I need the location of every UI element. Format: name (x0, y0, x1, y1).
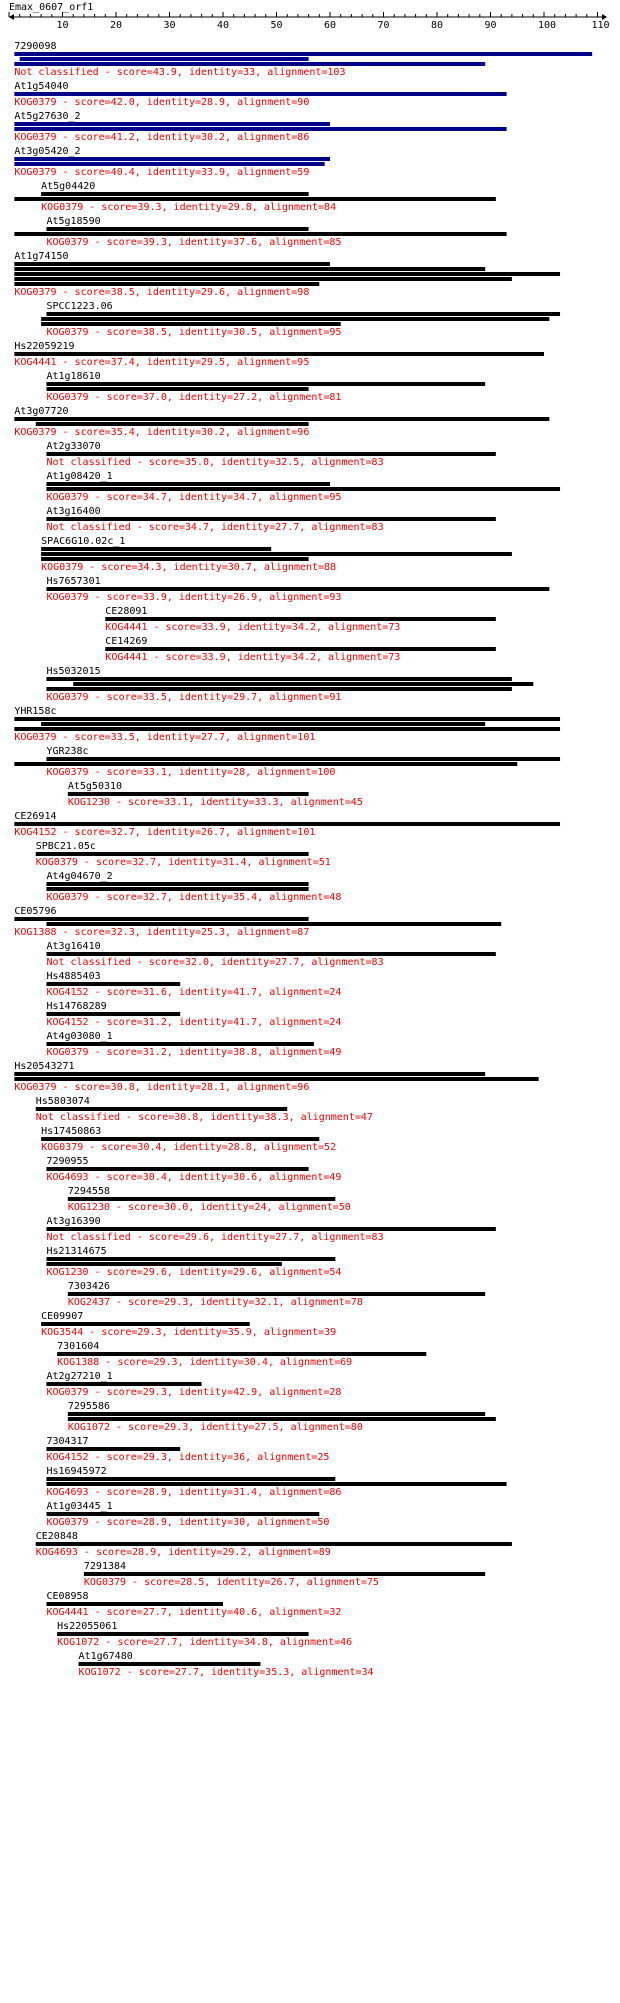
alignment-bar (68, 1412, 485, 1416)
hit-annotation[interactable]: KOG1230 - score=29.6, identity=29.6, alignment=54 (46, 1267, 342, 1278)
hit-annotation[interactable]: KOG0379 - score=31.2, identity=38.8, alignment=49 (46, 1047, 342, 1058)
alignment-bar (14, 417, 549, 421)
hit-entry (36, 841, 331, 868)
alignment-bar (41, 1322, 250, 1326)
alignment-bar (46, 922, 501, 926)
hit-name[interactable]: CE28091 (105, 606, 148, 617)
hit-annotation[interactable]: KOG4152 - score=32.7, identity=26.7, alignment=101 (14, 827, 316, 838)
axis-tick-label: 110 (591, 20, 610, 31)
hit-name[interactable]: CE09907 (41, 1311, 84, 1322)
hit-name[interactable]: Hs22055061 (57, 1621, 118, 1632)
hit-name[interactable]: At5g04420 (41, 181, 96, 192)
alignment-bar (46, 1227, 495, 1231)
hit-annotation[interactable]: KOG4152 - score=31.2, identity=41.7, alignment=24 (46, 1017, 342, 1028)
hit-annotation[interactable]: Not classified - score=29.6, identity=27.7, alignment=83 (46, 1232, 384, 1243)
alignment-bar (68, 1417, 496, 1421)
hit-name[interactable]: At5g27630_2 (14, 111, 81, 122)
hit-annotation[interactable]: KOG0379 - score=39.3, identity=37.6, alignment=85 (46, 237, 342, 248)
alignment-bar (73, 682, 533, 686)
hit-name[interactable]: 7303426 (67, 1281, 111, 1292)
alignment-bar (14, 62, 485, 66)
alignment-bar (46, 1257, 335, 1261)
hit-annotation[interactable]: KOG0379 - score=32.7, identity=35.4, alignment=48 (46, 892, 342, 903)
hit-entry (41, 1311, 336, 1338)
hit-name[interactable]: At3g16390 (46, 1216, 101, 1227)
alignment-bar (36, 852, 309, 856)
hit-entry (46, 1156, 341, 1183)
hit-entry (14, 251, 560, 298)
alignment-bar (46, 952, 495, 956)
hit-name[interactable]: At1g74150 (14, 251, 69, 262)
hit-annotation[interactable]: KOG1072 - score=27.7, identity=35.3, alignment=34 (78, 1667, 374, 1678)
alignment-bar (41, 317, 549, 321)
alignment-bar (41, 547, 271, 551)
hit-name[interactable]: At3g05420_2 (14, 146, 81, 157)
alignment-bar (84, 1572, 485, 1576)
hit-annotation[interactable]: KOG1388 - score=32.3, identity=25.3, alignment=87 (14, 927, 310, 938)
position-axis (9, 12, 610, 31)
hit-annotation[interactable]: KOG0379 - score=28.5, identity=26.7, alignment=75 (83, 1577, 379, 1588)
hit-name[interactable]: Hs21314675 (46, 1246, 107, 1257)
alignment-bar (46, 757, 560, 761)
hit-entry (14, 706, 560, 743)
hit-entry (41, 536, 512, 573)
alignment-bar (14, 762, 517, 766)
axis-tick-label: 40 (217, 20, 230, 31)
hit-annotation[interactable]: KOG0379 - score=33.9, identity=26.9, alignment=93 (46, 592, 342, 603)
hit-name[interactable]: SPCC1223.06 (46, 301, 113, 312)
alignment-bar (46, 882, 308, 886)
alignment-bar (14, 157, 330, 161)
hit-entry (57, 1621, 352, 1648)
hit-entry (105, 606, 496, 633)
hit-entry (14, 341, 544, 368)
hit-entry (46, 1216, 495, 1243)
hit-name[interactable]: At3g16400 (46, 506, 101, 517)
hit-name[interactable]: At1g18610 (46, 371, 101, 382)
hit-entry (14, 146, 330, 178)
alignment-bar (14, 267, 485, 271)
hit-annotation[interactable]: KOG0379 - score=30.4, identity=28.8, alignment=52 (41, 1142, 337, 1153)
hit-name[interactable]: YHR158c (14, 706, 57, 717)
hit-annotation[interactable]: KOG0379 - score=33.1, identity=28, alignment=100 (46, 767, 336, 778)
axis-arrow-left (9, 14, 14, 20)
alignment-bar (46, 982, 180, 986)
hit-entry (46, 971, 341, 998)
hit-annotation[interactable]: KOG1230 - score=33.1, identity=33.3, alignment=45 (67, 797, 363, 808)
hit-annotation[interactable]: KOG4693 - score=30.4, identity=30.6, alignment=49 (46, 1172, 342, 1183)
hit-name[interactable]: At2g27210_1 (46, 1371, 113, 1382)
hit-entry (46, 506, 495, 533)
hit-annotation[interactable]: KOG1230 - score=30.0, identity=24, alignment=50 (67, 1202, 351, 1213)
hit-annotation[interactable]: KOG0379 - score=34.3, identity=30.7, alignment=88 (41, 562, 337, 573)
hit-entry (46, 871, 341, 903)
hit-name[interactable]: 7301604 (57, 1341, 100, 1352)
hit-entry (14, 811, 560, 838)
alignment-bar (14, 352, 544, 356)
hit-entry (105, 636, 496, 663)
hit-entry (46, 941, 495, 968)
hit-annotation[interactable]: Not classified - score=35.0, identity=32.5, alignment=83 (46, 457, 384, 468)
query-title: Emax_0607_orf1 (9, 2, 94, 13)
alignment-bar (41, 557, 309, 561)
hit-name[interactable]: CE26914 (14, 811, 57, 822)
hit-name[interactable]: At1g67480 (78, 1651, 133, 1662)
hit-name[interactable]: At4g03080_1 (46, 1031, 113, 1042)
hit-name[interactable]: Hs17450863 (41, 1126, 102, 1137)
hit-annotation[interactable]: KOG0379 - score=35.4, identity=30.2, alignment=96 (14, 427, 310, 438)
alignment-bar (20, 57, 309, 61)
axis-tick-label: 50 (270, 20, 283, 31)
alignment-bar (36, 1542, 512, 1546)
hit-name[interactable]: 7304317 (46, 1436, 89, 1447)
hit-annotation[interactable]: KOG2437 - score=29.3, identity=32.1, alignment=78 (67, 1297, 363, 1308)
alignment-bar (41, 1137, 319, 1141)
alignment-bar (36, 1107, 287, 1111)
hit-entry (68, 781, 363, 808)
axis-tick-label: 80 (431, 20, 444, 31)
alignment-bar (68, 1292, 485, 1296)
alignment-bar (14, 262, 330, 266)
hit-entry (46, 1001, 341, 1028)
alignment-bar (41, 722, 485, 726)
hit-entry (14, 41, 592, 78)
hit-annotation[interactable]: KOG0379 - score=34.7, identity=34.7, alignment=95 (46, 492, 342, 503)
alignment-bar (46, 1512, 319, 1516)
alignment-bar (46, 387, 308, 391)
alignment-bar (14, 122, 330, 126)
alignment-bar (46, 887, 308, 891)
hit-annotation[interactable]: KOG4693 - score=28.9, identity=31.4, alignment=86 (46, 1487, 342, 1498)
alignment-bar (46, 482, 330, 486)
hit-annotation[interactable]: KOG3544 - score=29.3, identity=35.9, alignment=39 (41, 1327, 337, 1338)
hit-annotation[interactable]: KOG0379 - score=33.5, identity=27.7, alignment=101 (14, 732, 316, 743)
hit-name[interactable]: At3g16410 (46, 941, 101, 952)
hit-name[interactable]: At4g04670_2 (46, 871, 113, 882)
hit-name[interactable]: CE08958 (46, 1591, 89, 1602)
hit-entry (36, 1096, 373, 1123)
hit-name[interactable]: At5g50310 (67, 781, 123, 792)
alignment-bar (46, 452, 495, 456)
alignment-bar (46, 1602, 223, 1606)
axis-tick-label: 10 (56, 20, 69, 31)
hit-entry (14, 181, 496, 213)
hit-annotation[interactable]: Not classified - score=30.8, identity=38.3, alignment=47 (35, 1112, 373, 1123)
alignment-bar (46, 1167, 308, 1171)
hit-name[interactable]: SPAC6G10.02c_1 (41, 536, 126, 547)
hit-entry (46, 441, 495, 468)
hit-annotation[interactable]: KOG1388 - score=29.3, identity=30.4, alignment=69 (57, 1357, 353, 1368)
hit-annotation[interactable]: Not classified - score=43.9, identity=33, alignment=103 (14, 67, 346, 78)
hit-entry (46, 1436, 329, 1463)
hit-annotation[interactable]: KOG0379 - score=29.3, identity=42.9, alignment=28 (46, 1387, 342, 1398)
alignment-bar (46, 517, 495, 521)
hit-entry (46, 471, 560, 503)
alignment-bar (68, 792, 309, 796)
alignment-bar (46, 227, 308, 231)
hit-annotation[interactable]: KOG0379 - score=38.5, identity=30.5, alignment=95 (46, 327, 342, 338)
hit-entry (68, 1281, 485, 1308)
alignment-bar (14, 917, 308, 921)
hit-entry (36, 1531, 512, 1558)
hit-annotation[interactable]: Not classified - score=32.0, identity=27.7, alignment=83 (46, 957, 384, 968)
alignment-bar (14, 52, 592, 56)
alignment-bar (46, 1042, 314, 1046)
hit-entry (68, 1401, 496, 1433)
hit-entry (57, 1341, 426, 1368)
axis-tick-label: 90 (484, 20, 497, 31)
alignment-bar (105, 617, 496, 621)
alignment-bar (46, 1447, 180, 1451)
hit-name[interactable]: At1g08420_1 (46, 471, 113, 482)
hit-list (14, 41, 592, 1678)
hit-entry (14, 81, 506, 108)
alignment-bar (14, 232, 506, 236)
hit-name[interactable]: Hs4885403 (46, 971, 101, 982)
alignment-bar (46, 677, 511, 681)
alignment-bar (46, 487, 560, 491)
hit-annotation[interactable]: KOG4441 - score=33.9, identity=34.2, alignment=73 (105, 622, 401, 633)
hit-name[interactable]: 7290098 (14, 41, 57, 52)
axis-tick-label: 30 (163, 20, 176, 31)
hit-annotation[interactable]: KOG4441 - score=33.9, identity=34.2, alignment=73 (105, 652, 401, 663)
alignment-bar (46, 1382, 201, 1386)
hit-annotation[interactable]: KOG0379 - score=30.8, identity=28.1, alignment=96 (14, 1082, 310, 1093)
alignment-bar (46, 1482, 506, 1486)
alignment-bar (46, 1477, 335, 1481)
alignment-bar (105, 647, 496, 651)
hit-name[interactable]: At1g54040 (14, 81, 69, 92)
alignment-bar (46, 687, 511, 691)
hit-entry (46, 1246, 341, 1278)
hit-annotation[interactable]: Not classified - score=34.7, identity=27.7, alignment=83 (46, 522, 384, 533)
alignment-bar (14, 272, 560, 276)
hit-annotation[interactable]: KOG4693 - score=28.9, identity=29.2, alignment=89 (35, 1547, 331, 1558)
alignment-bar (14, 282, 319, 286)
alignment-bar (41, 192, 309, 196)
hit-entry (79, 1651, 374, 1678)
hit-entry (46, 1591, 341, 1618)
alignment-bar (68, 1197, 336, 1201)
hit-annotation[interactable]: KOG1072 - score=29.3, identity=27.5, alignment=80 (67, 1422, 363, 1433)
hit-name[interactable]: At5g18590 (46, 216, 101, 227)
hit-entry (46, 576, 549, 603)
hit-entry (46, 1371, 341, 1398)
axis-tick-label: 20 (110, 20, 123, 31)
alignment-bar (46, 312, 560, 316)
alignment-bar (14, 1072, 485, 1076)
alignment-bar (46, 1012, 180, 1016)
hit-entry (14, 406, 549, 438)
alignment-bar (14, 1077, 538, 1081)
hit-name[interactable]: YGR238c (46, 746, 89, 757)
axis-tick-label: 100 (538, 20, 557, 31)
hit-entry (46, 371, 485, 403)
alignment-bar (41, 322, 341, 326)
hit-annotation[interactable]: KOG0379 - score=32.7, identity=31.4, alignment=51 (35, 857, 331, 868)
hit-entry (14, 1061, 538, 1093)
hit-entry (46, 1466, 506, 1498)
alignment-bar (46, 1262, 281, 1266)
alignment-bar (57, 1352, 426, 1356)
alignment-bar (14, 727, 560, 731)
alignment-bar (14, 717, 560, 721)
hit-annotation[interactable]: KOG4152 - score=29.3, identity=36, alignment=25 (46, 1452, 330, 1463)
hit-annotation[interactable]: KOG4441 - score=37.4, identity=29.5, alignment=95 (14, 357, 310, 368)
hit-entry (14, 906, 501, 938)
hit-entry (46, 1501, 329, 1528)
hit-entry (14, 746, 560, 778)
hit-name[interactable]: Hs20543271 (14, 1061, 75, 1072)
axis-tick-label: 70 (377, 20, 390, 31)
hit-name[interactable]: SPBC21.05c (35, 841, 96, 852)
hit-name[interactable]: CE20848 (35, 1531, 78, 1542)
alignment-bar (79, 1662, 261, 1666)
hit-name[interactable]: Hs14768289 (46, 1001, 107, 1012)
hit-entry (46, 666, 533, 703)
alignment-bar (14, 197, 496, 201)
alignment-bar (14, 127, 506, 131)
hit-name[interactable]: Hs5803074 (35, 1096, 90, 1107)
hit-annotation[interactable]: KOG0379 - score=38.5, identity=29.6, alignment=98 (14, 287, 310, 298)
alignment-bar (57, 1632, 308, 1636)
hit-name[interactable]: At1g03445_1 (46, 1501, 113, 1512)
hit-annotation[interactable]: KOG0379 - score=28.9, identity=30, alignment=50 (46, 1517, 330, 1528)
hit-name[interactable]: CE14269 (105, 636, 148, 647)
alignment-bar (41, 552, 512, 556)
hit-entry (41, 301, 560, 338)
hit-entry (68, 1186, 351, 1213)
hit-annotation[interactable]: KOG0379 - score=40.4, identity=33.9, alignment=59 (14, 167, 310, 178)
axis-tick-label: 60 (324, 20, 337, 31)
alignment-bar (14, 822, 560, 826)
hit-name[interactable]: At2g33070 (46, 441, 101, 452)
hit-annotation[interactable]: KOG1072 - score=27.7, identity=34.8, alignment=46 (57, 1637, 353, 1648)
hit-annotation[interactable]: KOG4441 - score=27.7, identity=40.6, alignment=32 (46, 1607, 342, 1618)
alignment-bar (14, 92, 506, 96)
hit-annotation[interactable]: KOG0379 - score=39.3, identity=29.8, alignment=84 (41, 202, 337, 213)
alignment-bar (14, 162, 324, 166)
hit-entry (84, 1561, 485, 1588)
hit-entry (14, 216, 506, 248)
hit-entry (46, 1031, 341, 1058)
hit-entry (14, 111, 506, 143)
hit-name[interactable]: 7290955 (46, 1156, 89, 1167)
alignment-bar (36, 422, 309, 426)
alignment-bar (14, 277, 512, 281)
alignment-bar (46, 382, 485, 386)
hit-entry (41, 1126, 336, 1153)
hit-annotation[interactable]: KOG0379 - score=33.5, identity=29.7, alignment=91 (46, 692, 342, 703)
hit-annotation[interactable]: KOG0379 - score=37.0, identity=27.2, alignment=81 (46, 392, 342, 403)
hit-name[interactable]: Hs22059219 (14, 341, 75, 352)
alignment-bar (46, 587, 549, 591)
hit-name[interactable]: At3g07720 (14, 406, 69, 417)
hit-name[interactable]: 7295586 (67, 1401, 111, 1412)
hit-annotation[interactable]: KOG0379 - score=42.0, identity=28.9, alignment=90 (14, 97, 310, 108)
hit-name[interactable]: Hs5032015 (46, 666, 101, 677)
hit-name[interactable]: 7294558 (67, 1186, 111, 1197)
hit-name[interactable]: 7291384 (83, 1561, 127, 1572)
hit-annotation[interactable]: KOG0379 - score=41.2, identity=30.2, alignment=86 (14, 132, 310, 143)
hit-annotation[interactable]: KOG4152 - score=31.6, identity=41.7, alignment=24 (46, 987, 342, 998)
hit-name[interactable]: Hs16945972 (46, 1466, 107, 1477)
hit-name[interactable]: Hs7657301 (46, 576, 101, 587)
hit-name[interactable]: CE05796 (14, 906, 57, 917)
